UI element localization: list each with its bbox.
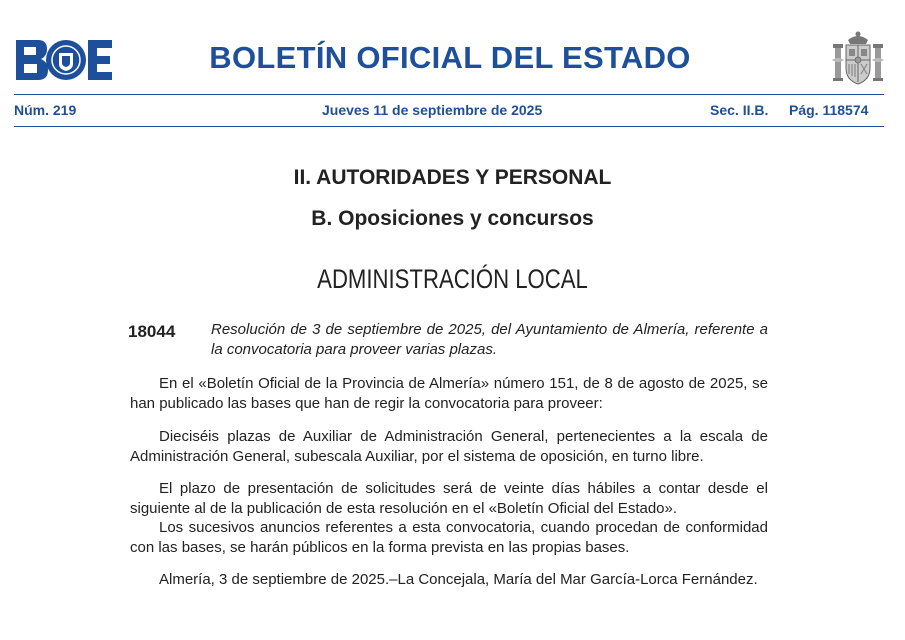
paragraph-text: Los sucesivos anuncios referentes a esta convocatoria, cuando procedan de conformidad con las bases, se harán públicos en la forma prevista en las propias bases. [130,519,768,556]
document-number: 18044 [128,322,176,341]
boe-logo [14,38,114,82]
header-rule-bottom [14,126,884,127]
paragraph [130,518,768,557]
masthead-title: BOLETÍN OFICIAL DEL ESTADO [209,40,691,75]
resolution-title: Resolución de 3 de septiembre de 2025, del Ayuntamiento de Almería, referente a la convocatoria para proveer varias plazas. [211,321,768,358]
subsection-heading: B. Oposiciones y concursos [311,207,594,230]
paragraph-text: El plazo de presentación de solicitudes será de veinte días hábiles a contar desde el siguiente al de la publicación de esta resolución en el «Boletín Oficial del Estado». [130,480,768,517]
paragraph-text: En el «Boletín Oficial de la Provincia de Almería» número 151, de 8 de agosto de 2025, se han publicado las bases que han de regir la convocatoria para proveer: [130,375,768,412]
spain-coat-of-arms-icon [830,30,886,88]
paragraph-text: Almería, 3 de septiembre de 2025.–La Concejala, María del Mar García-Lorca Fernández. [159,571,758,588]
paragraph-text: Dieciséis plazas de Auxiliar de Administración General, pertenecientes a la escala de Administración General, subescala Auxiliar, por el sistema de oposición, en turno libre. [130,428,768,465]
page-number: Pág. 118574 [789,102,869,118]
boe-logo-icon [14,38,114,82]
administration-heading: ADMINISTRACIÓN LOCAL [317,264,588,294]
paragraph [130,374,768,413]
header-rule-top [14,94,884,95]
issue-number: Núm. 219 [14,102,77,118]
section-heading: II. AUTORIDADES Y PERSONAL [293,166,612,189]
signature-paragraph [130,570,768,590]
paragraph [130,479,768,518]
section-code: Sec. II.B. [710,102,769,118]
issue-date: Jueves 11 de septiembre de 2025 [322,102,543,118]
paragraph [130,427,768,466]
